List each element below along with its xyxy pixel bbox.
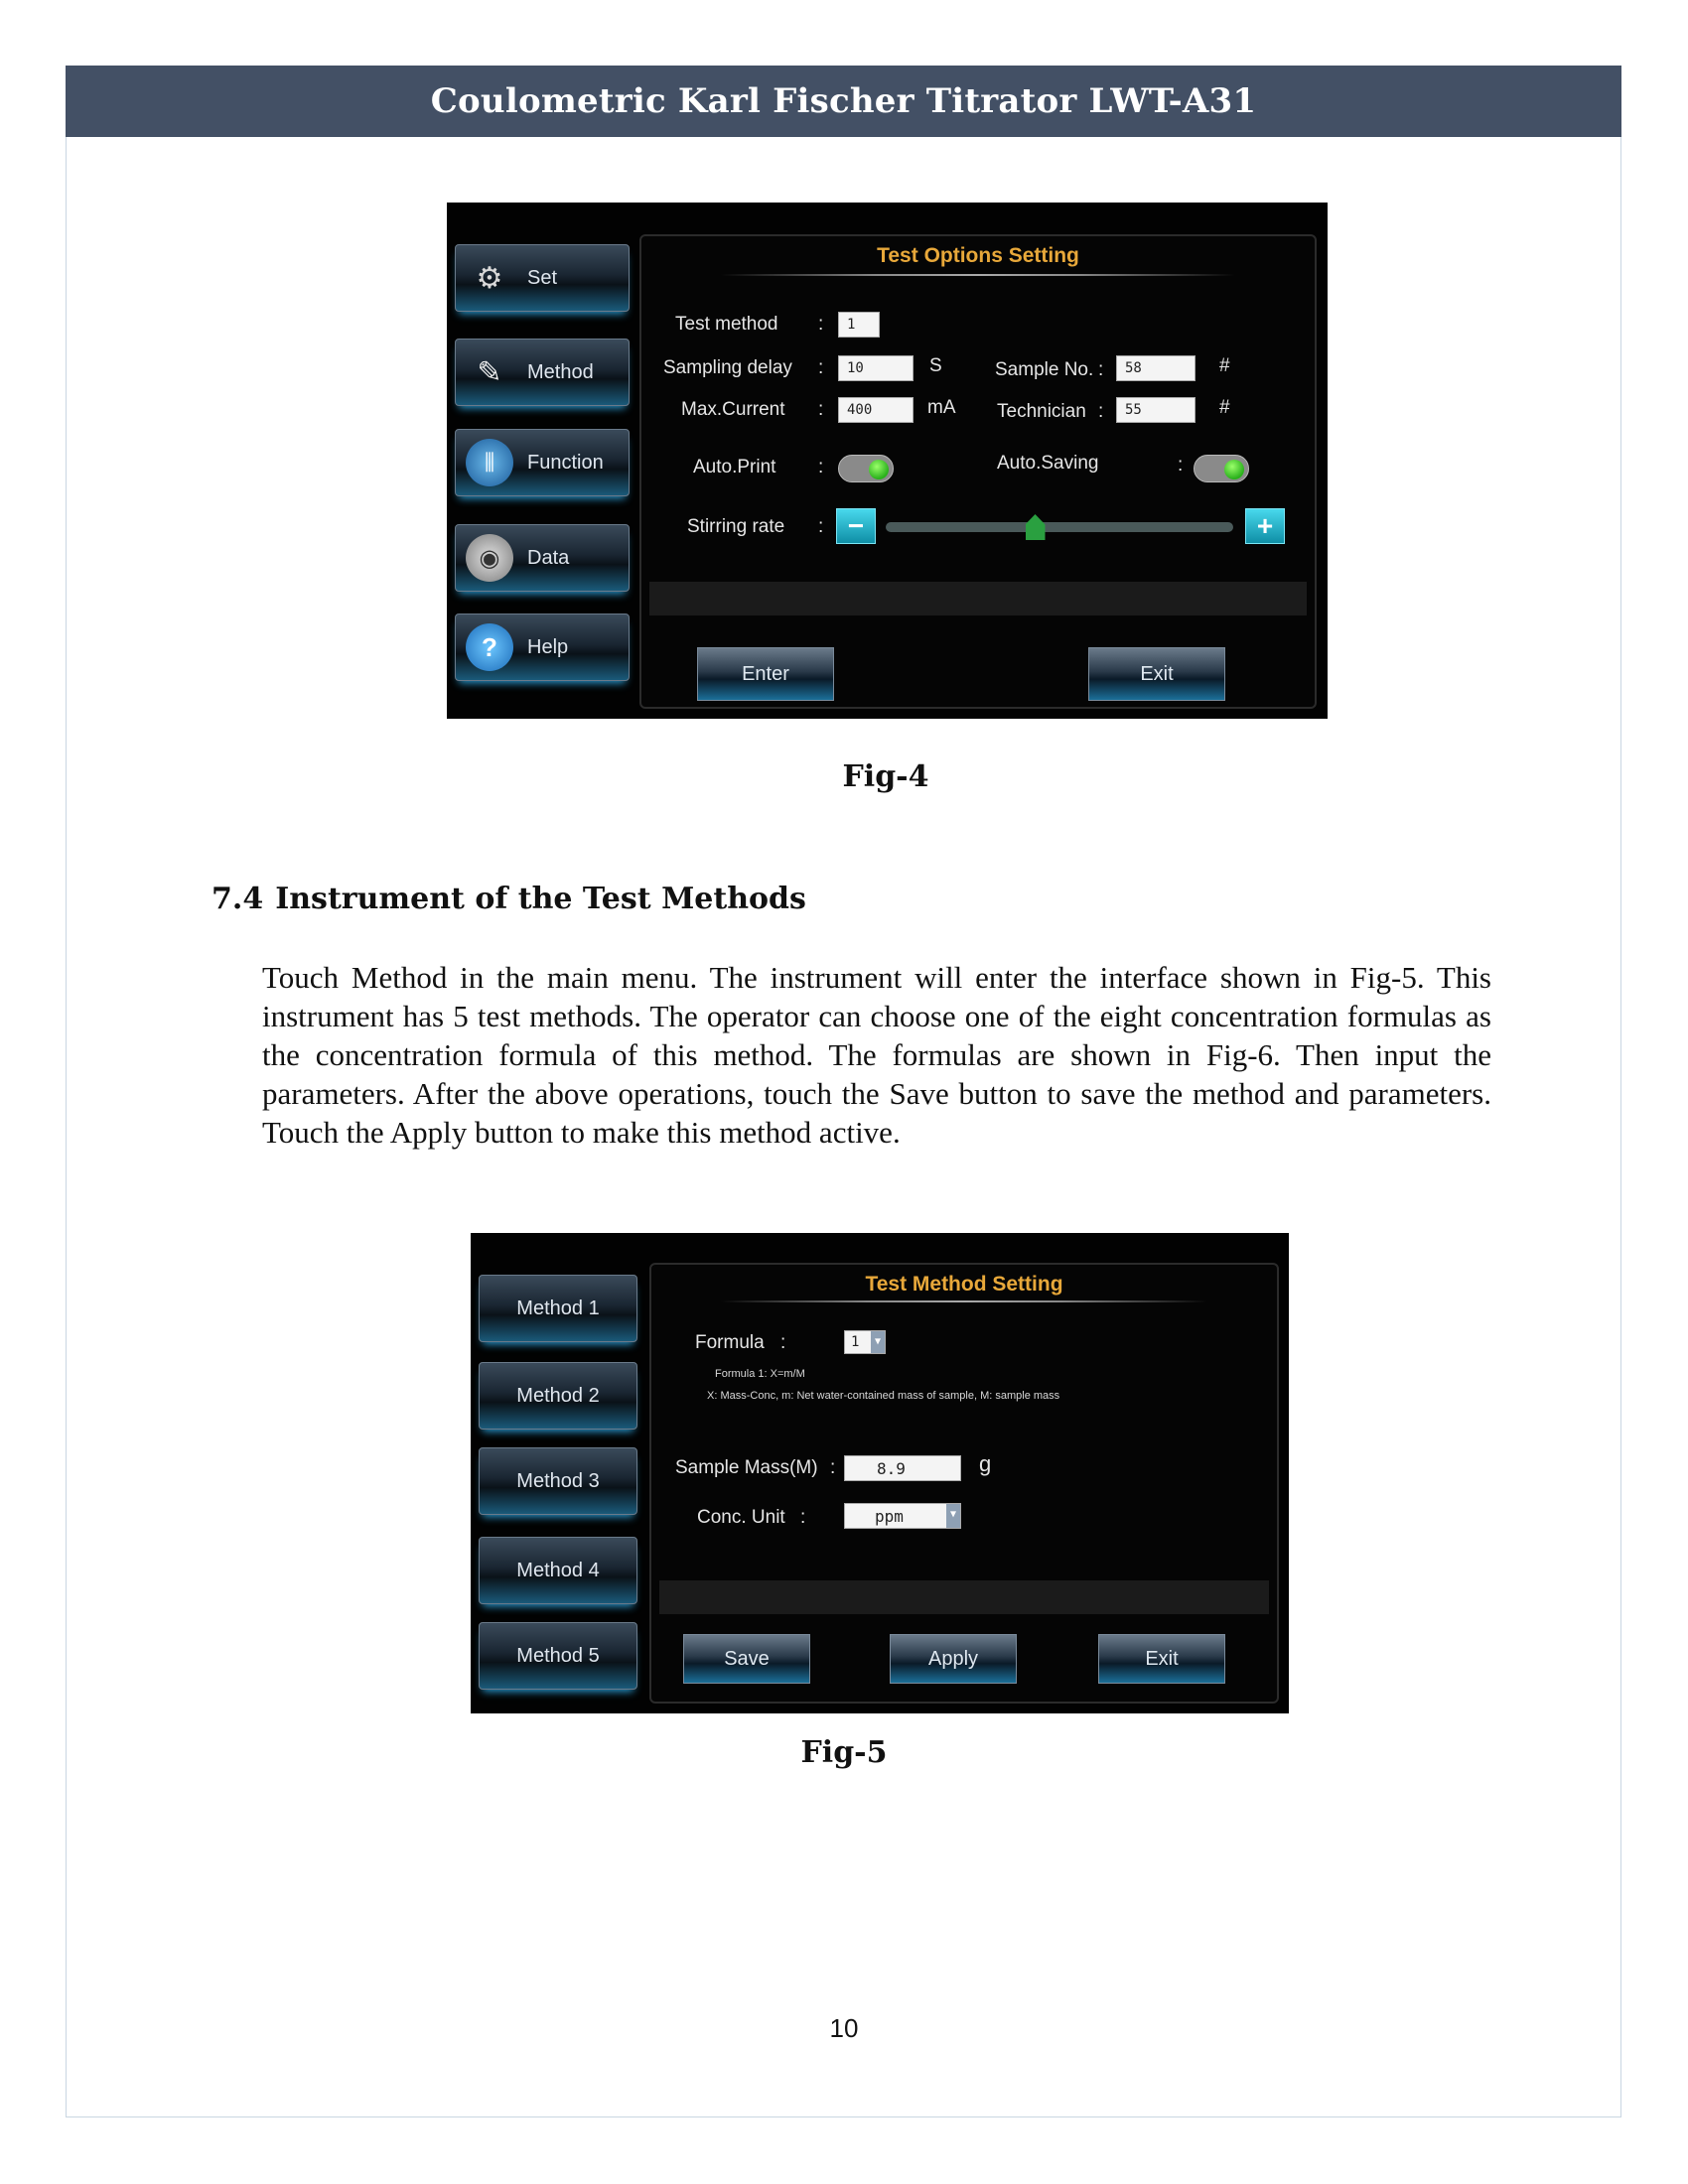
- stirring-rate-thumb[interactable]: [1026, 514, 1046, 540]
- apply-button[interactable]: Apply: [890, 1634, 1017, 1684]
- separator: :: [800, 1507, 806, 1528]
- fig4-caption: Fig-4: [842, 759, 929, 794]
- separator: :: [818, 399, 824, 420]
- document-icon: ✎: [477, 355, 502, 389]
- sidebar-item-method-4[interactable]: [479, 1537, 637, 1604]
- sidebar-item-label: Method 3: [516, 1469, 600, 1492]
- toggle-knob: [1224, 460, 1244, 479]
- auto-print-label: Auto.Print: [693, 457, 776, 478]
- sidebar-item-data[interactable]: [455, 524, 630, 592]
- separator: :: [1098, 401, 1104, 422]
- stirring-decrease-button[interactable]: −: [836, 508, 876, 544]
- toggle-knob: [869, 460, 889, 479]
- data-icon: ◉: [466, 534, 513, 582]
- sidebar-item-label: Method 1: [516, 1297, 600, 1319]
- save-button[interactable]: Save: [683, 1634, 810, 1684]
- separator: :: [818, 357, 824, 378]
- sample-no-unit: #: [1219, 355, 1230, 376]
- chevron-down-icon: ▼: [871, 1331, 885, 1353]
- separator: :: [830, 1457, 836, 1478]
- panel-title: Test Options Setting: [877, 244, 1079, 267]
- panel-title: Test Method Setting: [865, 1273, 1063, 1296]
- sampling-delay-label: Sampling delay: [663, 357, 792, 378]
- separator: :: [818, 516, 824, 537]
- fig4-screen: [447, 203, 1328, 719]
- sidebar-item-set[interactable]: [455, 244, 630, 312]
- separator: :: [1178, 455, 1184, 476]
- auto-saving-toggle[interactable]: [1194, 455, 1249, 482]
- chevron-down-icon: ▼: [946, 1504, 960, 1528]
- sidebar-item-label: Method 5: [516, 1644, 600, 1667]
- exit-button[interactable]: Exit: [1088, 647, 1225, 701]
- max-current-input[interactable]: 400: [838, 397, 914, 423]
- max-current-unit: mA: [927, 397, 956, 418]
- sidebar-item-function[interactable]: [455, 429, 630, 496]
- status-strip: [649, 582, 1307, 615]
- formula-note: Formula 1: X=m/M: [715, 1368, 805, 1380]
- document-title: Coulometric Karl Fischer Titrator LWT-A31: [430, 81, 1257, 121]
- sample-mass-label: Sample Mass(M): [675, 1457, 818, 1478]
- conc-unit-label: Conc. Unit: [697, 1507, 785, 1528]
- formula-label: Formula: [695, 1332, 765, 1353]
- title-divider: [721, 274, 1235, 276]
- exit-button[interactable]: Exit: [1098, 1634, 1225, 1684]
- status-strip: [659, 1580, 1269, 1614]
- sidebar-item-label: Method 4: [516, 1559, 600, 1581]
- fig5-caption: Fig-5: [800, 1735, 888, 1770]
- sidebar-item-label: Help: [527, 635, 569, 658]
- sampling-delay-input[interactable]: 10: [838, 355, 914, 381]
- auto-print-toggle[interactable]: [838, 455, 894, 482]
- formula-select-value: 1: [851, 1334, 860, 1350]
- test-method-input[interactable]: 1: [838, 312, 880, 338]
- fig5-screen: [471, 1233, 1289, 1713]
- document-header: [66, 66, 1621, 137]
- conc-unit-value: ppm: [875, 1506, 904, 1526]
- technician-input[interactable]: 55: [1116, 397, 1196, 423]
- sidebar-item-help[interactable]: [455, 614, 630, 681]
- auto-saving-label: Auto.Saving: [997, 453, 1099, 474]
- sidebar-item-method-2[interactable]: [479, 1362, 637, 1430]
- sidebar-item-method-1[interactable]: [479, 1275, 637, 1342]
- section-title: Instrument of the Test Methods: [275, 882, 806, 916]
- sidebar-item-label: Data: [527, 546, 570, 569]
- section-heading: [211, 882, 806, 916]
- conc-unit-select[interactable]: [844, 1503, 961, 1529]
- sample-mass-unit: g: [979, 1451, 992, 1476]
- options-panel: [639, 234, 1317, 709]
- sample-mass-input[interactable]: 8.9: [844, 1455, 961, 1481]
- sidebar-item-method[interactable]: [455, 339, 630, 406]
- sidebar-item-label: Set: [527, 266, 558, 289]
- formula-legend: X: Mass-Conc, m: Net water-contained mass of sample, M: sample mass: [707, 1390, 1060, 1402]
- stirring-rate-label: Stirring rate: [687, 516, 785, 537]
- separator: :: [780, 1332, 786, 1353]
- technician-label: Technician: [997, 401, 1086, 422]
- stirring-rate-slider[interactable]: [886, 522, 1233, 532]
- page-number: 10: [829, 2013, 859, 2043]
- formula-select[interactable]: [844, 1330, 886, 1354]
- sample-no-input[interactable]: 58: [1116, 355, 1196, 381]
- stirring-increase-button[interactable]: +: [1245, 508, 1285, 544]
- title-divider: [721, 1300, 1207, 1302]
- function-icon: ⫼: [466, 439, 513, 486]
- sidebar-item-label: Method: [527, 360, 594, 383]
- max-current-label: Max.Current: [681, 399, 785, 420]
- section-number: 7.4: [211, 882, 264, 916]
- gears-icon: ⚙: [476, 261, 503, 295]
- separator: :: [818, 457, 824, 478]
- separator: :: [1098, 359, 1104, 380]
- technician-unit: #: [1219, 397, 1230, 418]
- sample-no-label: Sample No.: [995, 359, 1094, 380]
- sidebar-item-method-3[interactable]: [479, 1447, 637, 1515]
- test-method-label: Test method: [675, 314, 778, 335]
- help-icon: ?: [466, 623, 513, 671]
- sidebar-item-label: Method 2: [516, 1384, 600, 1407]
- body-paragraph: Touch Method in the main menu. The instrument will enter the interface shown in Fig-5. This instrument has 5 test methods. The operator can choose one of the eight concentration formulas as the concentration formula of this method. The formulas are shown in Fig-6. Then input the parameters. After the above operations, touch the Save button to save the method and parameters. Touch the Apply button to make this method active.: [262, 960, 1491, 1150]
- sampling-delay-unit: S: [929, 355, 942, 376]
- method-panel: [649, 1263, 1279, 1704]
- sidebar-item-method-5[interactable]: [479, 1622, 637, 1690]
- separator: :: [818, 314, 824, 335]
- enter-button[interactable]: Enter: [697, 647, 834, 701]
- sidebar-item-label: Function: [527, 451, 604, 474]
